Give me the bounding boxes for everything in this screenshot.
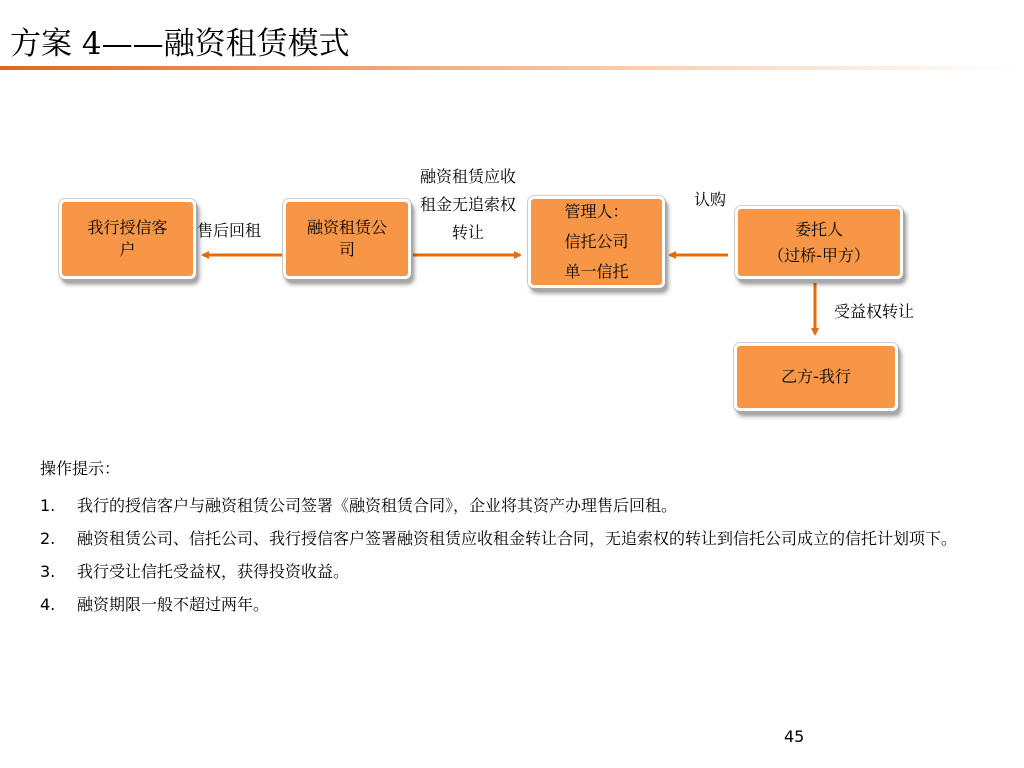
note-text: 我行受让信托受益权，获得投资收益。	[77, 562, 350, 581]
note-text: 融资租赁公司、信托公司、我行授信客户签署融资租赁应收租金转让合同，无追索权的转让到信托公司成立的信托计划项下。	[77, 529, 958, 548]
edge-label-leaseback: 售后回租	[197, 221, 262, 240]
node-trust-line-3: 单一信托	[564, 262, 629, 281]
note-text: 我行的授信客户与融资租赁公司签署《融资租赁合同》，企业将其资产办理售后回租。	[77, 496, 678, 515]
node-client	[59, 199, 196, 279]
note-item	[40, 528, 980, 550]
operation-notes	[40, 458, 980, 627]
note-number: 1.	[40, 496, 56, 515]
node-trustor-line-2: （过桥-甲方）	[768, 245, 870, 265]
node-leasing-line-2: 司	[338, 240, 355, 259]
node-client-line-1: 我行授信客	[87, 218, 168, 237]
page-number: 45	[784, 727, 805, 746]
note-item	[40, 561, 980, 583]
note-number: 2.	[40, 529, 56, 548]
node-trust	[528, 196, 665, 288]
notes-heading: 操作提示：	[40, 459, 121, 478]
node-trustor-line-1: 委托人	[794, 219, 843, 239]
node-party-b-line-1: 乙方-我行	[781, 367, 851, 386]
note-number: 3.	[40, 562, 56, 581]
node-trust-line-1: 管理人：	[564, 202, 629, 221]
note-text: 融资期限一般不超过两年。	[77, 595, 270, 614]
note-item	[40, 495, 980, 517]
slide-title: 方案 4——融资租赁模式	[10, 26, 350, 62]
node-trust-line-2: 信托公司	[564, 232, 629, 251]
edge-label-transfer-line-1: 融资租赁应收	[419, 167, 516, 186]
node-party-b	[734, 343, 898, 411]
node-leasing	[283, 199, 411, 279]
node-client-line-2: 户	[119, 240, 136, 259]
edge-label-transfer-line-2: 租金无追索权	[419, 195, 516, 214]
edge-label-beneficiary: 受益权转让	[834, 302, 915, 321]
node-leasing-line-1: 融资租赁公	[306, 218, 387, 237]
note-item	[40, 594, 980, 616]
edge-label-transfer-line-3: 转让	[451, 223, 484, 242]
edge-label-subscribe: 认购	[694, 190, 727, 209]
note-number: 4.	[40, 595, 56, 614]
node-trustor	[735, 206, 903, 279]
edge-label-transfer	[407, 163, 529, 247]
